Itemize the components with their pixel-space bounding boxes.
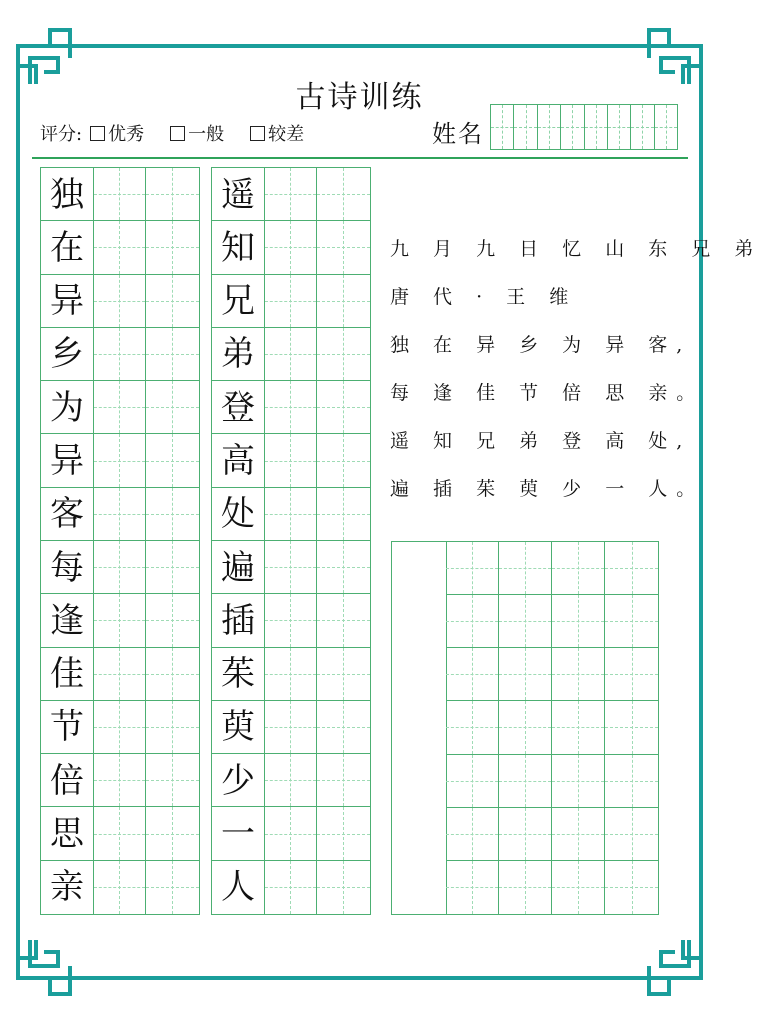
model-character: 登 — [221, 387, 255, 428]
free-writing-cell[interactable] — [605, 861, 658, 914]
poem-line: 遥 知 兄 弟 登 高 处, — [390, 430, 692, 452]
free-writing-cell[interactable] — [446, 648, 499, 701]
model-character: 思 — [50, 814, 84, 855]
model-char-cell — [212, 541, 265, 594]
model-character: 茱 — [221, 654, 255, 695]
practice-row — [41, 434, 199, 487]
practice-cell[interactable] — [317, 861, 370, 914]
poem-line: 每 逢 佳 节 倍 思 亲。 — [390, 382, 705, 404]
practice-cell[interactable] — [94, 807, 147, 860]
name-cell[interactable] — [538, 105, 561, 149]
model-char-cell — [41, 275, 94, 328]
practice-cell[interactable] — [146, 648, 199, 701]
score-option-label: 一般 — [188, 124, 225, 145]
poem-author: 唐 代 · 王 维 — [390, 286, 578, 308]
practice-cell[interactable] — [146, 807, 199, 860]
name-cell[interactable] — [561, 105, 584, 149]
practice-row — [41, 488, 199, 541]
model-character: 逢 — [50, 600, 84, 641]
practice-cell[interactable] — [265, 541, 318, 594]
model-char-cell — [212, 434, 265, 487]
model-character: 兄 — [221, 281, 255, 322]
model-char-cell — [212, 275, 265, 328]
practice-row — [41, 381, 199, 434]
practice-cell[interactable] — [265, 221, 318, 274]
free-writing-cell[interactable] — [605, 595, 658, 648]
name-cell[interactable] — [514, 105, 537, 149]
practice-cell[interactable] — [94, 541, 147, 594]
model-character: 遍 — [221, 547, 255, 588]
practice-row — [212, 275, 370, 328]
practice-cell[interactable] — [94, 381, 147, 434]
free-writing-cell[interactable] — [446, 701, 499, 754]
practice-cell[interactable] — [146, 541, 199, 594]
practice-row — [212, 168, 370, 221]
practice-cell[interactable] — [265, 594, 318, 647]
practice-row — [41, 168, 199, 221]
practice-cell[interactable] — [94, 648, 147, 701]
score-option-average[interactable] — [170, 120, 224, 146]
practice-cell[interactable] — [265, 168, 318, 221]
poem-title: 九 月 九 日 忆 山 东 兄 弟 — [390, 238, 762, 260]
score-option-label: 较差 — [268, 124, 305, 145]
practice-cell[interactable] — [94, 434, 147, 487]
practice-cell[interactable] — [265, 434, 318, 487]
model-character: 倍 — [50, 760, 84, 801]
practice-cell[interactable] — [265, 648, 318, 701]
name-cell[interactable] — [585, 105, 608, 149]
model-character: 少 — [221, 760, 255, 801]
free-writing-cell[interactable] — [499, 755, 552, 808]
practice-column-1[interactable] — [40, 167, 200, 915]
practice-cell[interactable] — [146, 381, 199, 434]
model-char-cell — [41, 168, 94, 221]
model-char-cell — [212, 168, 265, 221]
practice-cell[interactable] — [146, 275, 199, 328]
model-character: 独 — [50, 174, 84, 215]
practice-row — [212, 861, 370, 914]
practice-cell[interactable] — [94, 488, 147, 541]
free-writing-cell[interactable] — [499, 648, 552, 701]
name-cell[interactable] — [491, 105, 514, 149]
score-option-poor[interactable] — [250, 120, 304, 146]
free-writing-row — [446, 755, 658, 808]
free-writing-row — [446, 808, 658, 861]
free-writing-cell[interactable] — [552, 808, 605, 861]
model-character: 插 — [221, 600, 255, 641]
score-option-label: 优秀 — [108, 124, 145, 145]
practice-cell[interactable] — [146, 328, 199, 381]
score-label: 评分: — [40, 124, 83, 145]
model-char-cell — [41, 541, 94, 594]
practice-cell[interactable] — [94, 701, 147, 754]
practice-row — [41, 594, 199, 647]
model-char-cell — [212, 594, 265, 647]
practice-row — [41, 648, 199, 701]
checkbox-icon[interactable] — [90, 126, 105, 141]
practice-row — [41, 328, 199, 381]
free-writing-cell[interactable] — [499, 595, 552, 648]
free-writing-cell[interactable] — [552, 861, 605, 914]
practice-row — [41, 221, 199, 274]
practice-row — [212, 488, 370, 541]
practice-row — [41, 701, 199, 754]
free-writing-cell[interactable] — [605, 542, 658, 595]
blank-strip — [392, 542, 447, 914]
practice-row — [212, 328, 370, 381]
practice-cell[interactable] — [317, 221, 370, 274]
free-writing-cell[interactable] — [552, 595, 605, 648]
practice-cell[interactable] — [317, 754, 370, 807]
practice-row — [212, 221, 370, 274]
practice-row — [212, 541, 370, 594]
name-cell[interactable] — [655, 105, 677, 149]
practice-cell[interactable] — [317, 275, 370, 328]
practice-cell[interactable] — [265, 275, 318, 328]
practice-cell[interactable] — [317, 807, 370, 860]
free-writing-cell[interactable] — [552, 755, 605, 808]
model-character: 萸 — [221, 707, 255, 748]
model-char-cell — [41, 488, 94, 541]
practice-cell[interactable] — [317, 701, 370, 754]
practice-cell[interactable] — [146, 754, 199, 807]
practice-row — [41, 541, 199, 594]
practice-row — [212, 434, 370, 487]
free-writing-cell[interactable] — [446, 861, 499, 914]
model-char-cell — [212, 648, 265, 701]
free-writing-cell[interactable] — [552, 701, 605, 754]
model-character: 人 — [221, 867, 255, 908]
practice-row — [212, 381, 370, 434]
practice-column-2[interactable] — [211, 167, 371, 915]
model-char-cell — [212, 807, 265, 860]
practice-cell[interactable] — [94, 168, 147, 221]
poem-line: 独 在 异 乡 为 异 客, — [390, 334, 692, 356]
practice-cell[interactable] — [146, 488, 199, 541]
model-char-cell — [212, 488, 265, 541]
practice-row — [41, 807, 199, 860]
practice-cell[interactable] — [317, 434, 370, 487]
practice-row — [41, 275, 199, 328]
practice-row — [41, 861, 199, 914]
model-character: 异 — [50, 281, 84, 322]
free-writing-cell[interactable] — [605, 755, 658, 808]
model-char-cell — [212, 381, 265, 434]
model-char-cell — [41, 807, 94, 860]
practice-cell[interactable] — [94, 328, 147, 381]
model-character: 每 — [50, 547, 84, 588]
model-char-cell — [212, 328, 265, 381]
free-writing-cell[interactable] — [499, 701, 552, 754]
model-char-cell — [212, 221, 265, 274]
model-character: 节 — [50, 707, 84, 748]
practice-cell[interactable] — [146, 221, 199, 274]
model-character: 一 — [221, 814, 255, 855]
practice-row — [212, 648, 370, 701]
free-writing-row — [446, 701, 658, 754]
practice-row — [212, 594, 370, 647]
score-option-excellent[interactable] — [90, 120, 144, 146]
practice-row — [212, 701, 370, 754]
practice-cell[interactable] — [94, 861, 147, 914]
practice-cell[interactable] — [317, 648, 370, 701]
worksheet-title: 古诗训练 — [295, 80, 424, 115]
model-char-cell — [41, 861, 94, 914]
model-character: 处 — [221, 494, 255, 535]
free-writing-cell[interactable] — [446, 542, 499, 595]
name-writing-grid[interactable] — [490, 104, 678, 150]
free-writing-cell[interactable] — [499, 808, 552, 861]
model-character: 异 — [50, 441, 84, 482]
practice-cell[interactable] — [146, 434, 199, 487]
practice-cell[interactable] — [265, 807, 318, 860]
model-char-cell — [41, 648, 94, 701]
poem-line: 遍 插 茱 萸 少 一 人。 — [390, 478, 705, 500]
practice-cell[interactable] — [265, 328, 318, 381]
free-writing-cell[interactable] — [499, 542, 552, 595]
model-character: 为 — [50, 387, 84, 428]
model-character: 弟 — [221, 334, 255, 375]
practice-cell[interactable] — [265, 754, 318, 807]
practice-cell[interactable] — [317, 381, 370, 434]
practice-cell[interactable] — [317, 328, 370, 381]
model-char-cell — [212, 861, 265, 914]
practice-cell[interactable] — [146, 594, 199, 647]
practice-row — [212, 807, 370, 860]
header-divider — [32, 157, 688, 159]
model-char-cell — [41, 221, 94, 274]
practice-cell[interactable] — [317, 488, 370, 541]
free-writing-cell[interactable] — [552, 648, 605, 701]
practice-cell[interactable] — [265, 381, 318, 434]
name-label: 姓名 — [432, 120, 484, 148]
practice-cell[interactable] — [265, 701, 318, 754]
model-character: 高 — [221, 441, 255, 482]
practice-cell[interactable] — [146, 168, 199, 221]
practice-cell[interactable] — [94, 594, 147, 647]
poem-text — [390, 225, 762, 513]
free-writing-cell[interactable] — [446, 755, 499, 808]
model-character: 乡 — [50, 334, 84, 375]
practice-cell[interactable] — [317, 594, 370, 647]
practice-cell[interactable] — [265, 488, 318, 541]
practice-row — [41, 754, 199, 807]
model-char-cell — [41, 328, 94, 381]
free-writing-row — [446, 648, 658, 701]
model-char-cell — [41, 381, 94, 434]
free-writing-cell[interactable] — [605, 648, 658, 701]
free-writing-cell[interactable] — [552, 542, 605, 595]
model-character: 在 — [50, 227, 84, 268]
model-char-cell — [41, 594, 94, 647]
free-writing-cell[interactable] — [446, 808, 499, 861]
practice-cell[interactable] — [317, 541, 370, 594]
model-character: 客 — [50, 494, 84, 535]
free-writing-cell[interactable] — [605, 808, 658, 861]
free-writing-row — [446, 595, 658, 648]
model-character: 佳 — [50, 654, 84, 695]
practice-cell[interactable] — [146, 701, 199, 754]
practice-cell[interactable] — [146, 861, 199, 914]
practice-cell[interactable] — [94, 275, 147, 328]
free-writing-cell[interactable] — [605, 701, 658, 754]
checkbox-icon[interactable] — [250, 126, 265, 141]
checkbox-icon[interactable] — [170, 126, 185, 141]
practice-cell[interactable] — [317, 168, 370, 221]
score-bar — [40, 120, 330, 146]
model-char-cell — [41, 701, 94, 754]
free-writing-row — [446, 861, 658, 914]
model-character: 亲 — [50, 867, 84, 908]
name-cell[interactable] — [631, 105, 654, 149]
practice-row — [212, 754, 370, 807]
model-char-cell — [41, 434, 94, 487]
free-writing-row — [446, 542, 658, 595]
model-char-cell — [41, 754, 94, 807]
model-char-cell — [212, 701, 265, 754]
practice-cell[interactable] — [265, 861, 318, 914]
name-cell[interactable] — [608, 105, 631, 149]
model-char-cell — [212, 754, 265, 807]
free-writing-cell[interactable] — [499, 861, 552, 914]
model-character: 遥 — [221, 174, 255, 215]
model-character: 知 — [221, 227, 255, 268]
free-writing-grid[interactable] — [391, 541, 659, 915]
free-writing-cell[interactable] — [446, 595, 499, 648]
practice-cell[interactable] — [94, 221, 147, 274]
practice-cell[interactable] — [94, 754, 147, 807]
